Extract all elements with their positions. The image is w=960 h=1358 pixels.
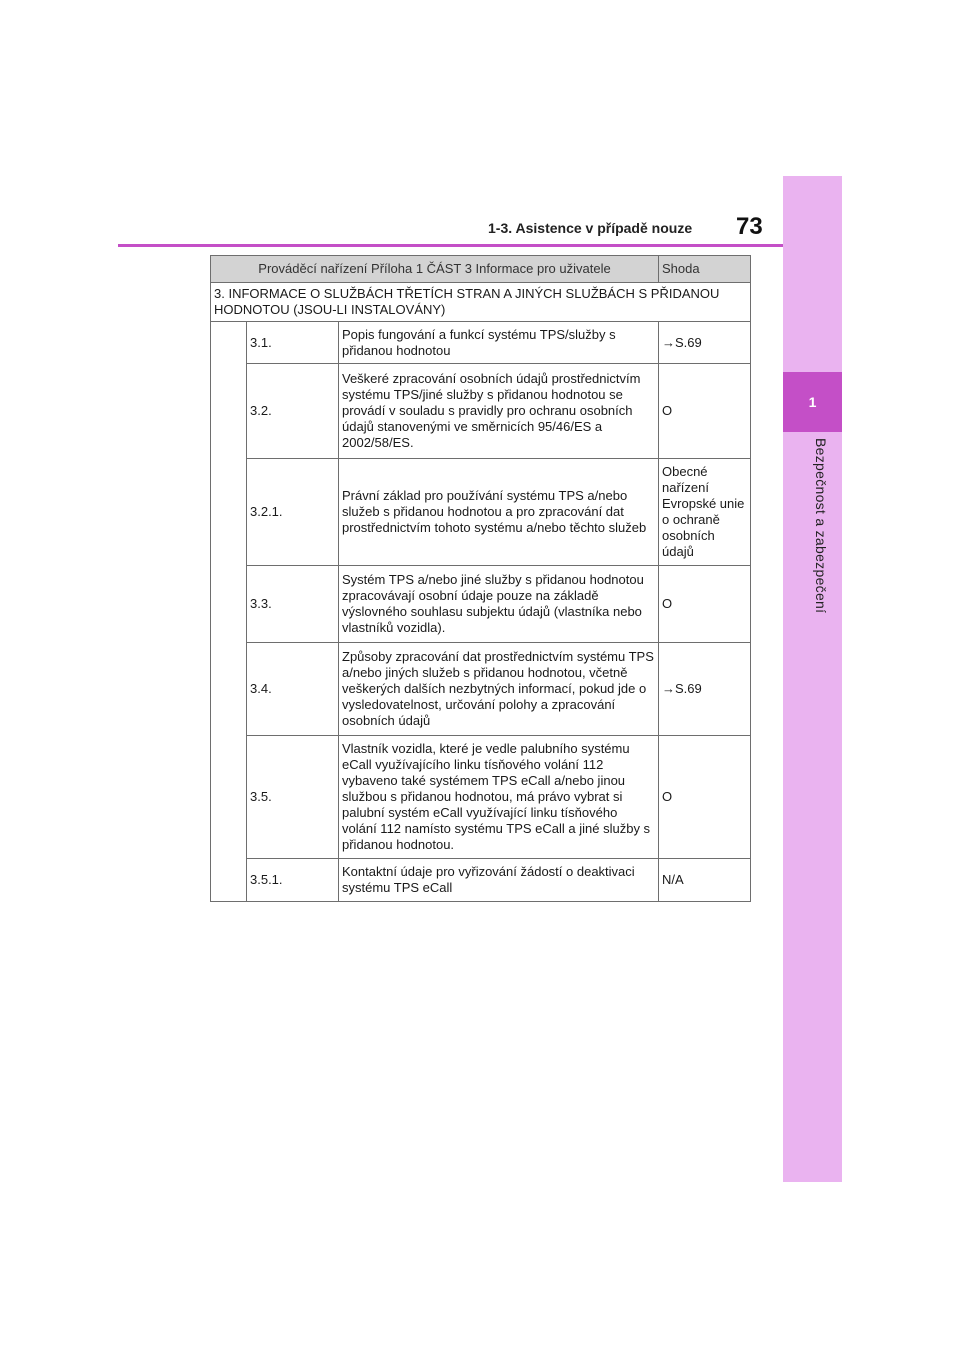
user-information-table <box>210 255 751 902</box>
row-number: 3.2.1. <box>247 459 339 566</box>
row-compliance: →S.69 <box>659 643 751 736</box>
row-compliance: N/A <box>659 859 751 902</box>
row-compliance: O <box>659 736 751 859</box>
row-text: Veškeré zpracování osobních údajů prostřednictvím systému TPS/jiné služby s přidanou hodnotou se provádí v souladu s pravidly pro ochranu osobních údajů stanovenými ve směrnicích 95/46/ES a 2002/58/ES. <box>339 364 659 459</box>
row-number: 3.5.1. <box>247 859 339 902</box>
chapter-number-tab[interactable]: 1 <box>783 372 842 432</box>
table-row <box>211 859 751 902</box>
table-row <box>211 322 751 364</box>
section-row <box>211 283 751 322</box>
section-title: 1-3. Asistence v případě nouze <box>488 220 693 236</box>
table-header-row <box>211 256 751 283</box>
row-number: 3.1. <box>247 322 339 364</box>
table-row <box>211 459 751 566</box>
table-row <box>211 736 751 859</box>
row-text: Vlastník vozidla, které je vedle palubního systému eCall využívajícího linku tísňového volání 112 vybaveno také systémem TPS eCall a/nebo jinou službou s přidanou hodnotou, má právo vybrat si palubní systém eCall využívající linku tísňového volání 112 namísto systému TPS eCall a jiné služby s přidanou hodnotou. <box>339 736 659 859</box>
row-text: Právní základ pro používání systému TPS a/nebo služeb s přidanou hodnotou a pro zpracování dat prostřednictvím tohoto systému a/nebo těchto služeb <box>339 459 659 566</box>
section-heading: 3. INFORMACE O SLUŽBÁCH TŘETÍCH STRAN A JINÝCH SLUŽBÁCH S PŘIDANOU HODNOTOU (JSOU-LI INSTALOVÁNY) <box>211 283 751 322</box>
row-compliance: O <box>659 364 751 459</box>
row-compliance: Obecné nařízení Evropské unie o ochraně osobních údajů <box>659 459 751 566</box>
header-divider <box>118 244 783 247</box>
row-text: Kontaktní údaje pro vyřizování žádostí o deaktivaci systému TPS eCall <box>339 859 659 902</box>
row-compliance: →S.69 <box>659 322 751 364</box>
indent-cell <box>211 322 247 902</box>
table-row <box>211 566 751 643</box>
row-number: 3.4. <box>247 643 339 736</box>
row-text: Popis fungování a funkcí systému TPS/služby s přidanou hodnotou <box>339 322 659 364</box>
row-number: 3.3. <box>247 566 339 643</box>
chapter-title: Bezpečnost a zabezpečení <box>813 438 829 614</box>
row-text: Systém TPS a/nebo jiné služby s přidanou hodnotou zpracovávají osobní údaje pouze na základě výslovného souhlasu subjektu údajů (vlastníka nebo vlastníků vozidla). <box>339 566 659 643</box>
page-number: 73 <box>736 213 763 240</box>
row-text: Způsoby zpracování dat prostřednictvím systému TPS a/nebo jiných služeb s přidanou hodnotou, včetně veškerých dalších nezbytných informací, pokud jde o vysledovatelnost, určování polohy a zpracování osobních údajů <box>339 643 659 736</box>
chapter-side-tab <box>783 176 842 1182</box>
row-number: 3.5. <box>247 736 339 859</box>
header-compliance: Shoda <box>659 256 751 283</box>
row-number: 3.2. <box>247 364 339 459</box>
row-compliance: O <box>659 566 751 643</box>
table-row <box>211 643 751 736</box>
table-row <box>211 364 751 459</box>
header-regulation: Prováděcí nařízení Příloha 1 ČÁST 3 Informace pro uživatele <box>211 256 659 283</box>
